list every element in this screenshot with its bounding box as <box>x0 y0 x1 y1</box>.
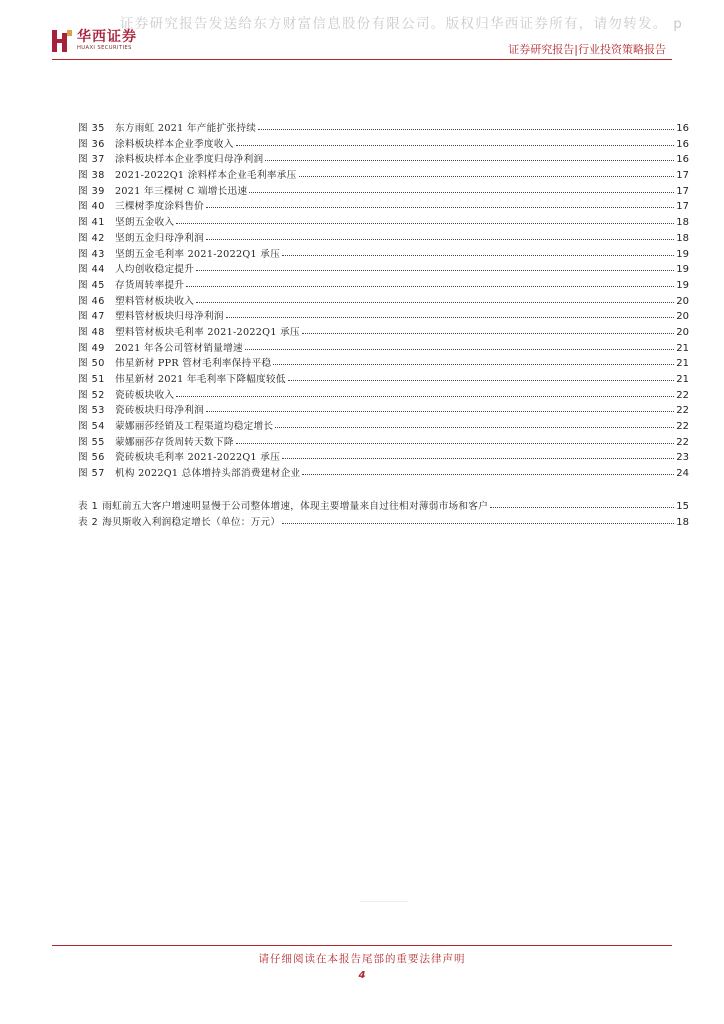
toc-entry-page: 16 <box>676 154 689 166</box>
logo-name-cn: 华西证券 <box>77 29 137 45</box>
toc-leader-dots <box>236 443 675 444</box>
toc-entry-title: 坚朗五金归母净利润 <box>115 232 205 244</box>
figure-list <box>78 121 689 482</box>
toc-entry-page: 22 <box>676 421 689 433</box>
toc-entry-title: 海贝斯收入利润稳定增长（单位：万元） <box>102 516 281 528</box>
toc-entry-label: 图 37 <box>78 154 105 166</box>
toc-entry-title: 人均创收稳定提升 <box>115 264 195 276</box>
toc-entry-title: 塑料管材板块收入 <box>115 295 195 307</box>
toc-leader-dots <box>275 427 674 428</box>
toc-entry-label: 图 50 <box>78 358 105 370</box>
toc-leader-dots <box>258 129 674 130</box>
toc-leader-dots <box>236 145 675 146</box>
toc-entry-title: 2021 年各公司管材销量增速 <box>115 342 243 354</box>
report-type-header: 证券研究报告|行业投资策略报告 <box>508 43 666 56</box>
toc-leader-dots <box>490 507 674 508</box>
toc-entry-label: 图 54 <box>78 421 105 433</box>
toc-entry-title: 蒙娜丽莎存货周转天数下降 <box>115 436 234 448</box>
toc-entry-page: 17 <box>676 201 689 213</box>
toc-leader-dots <box>206 207 674 208</box>
toc-entry-label: 表 2 <box>78 516 99 528</box>
toc-entry-page: 16 <box>676 138 689 150</box>
figure-toc-entry[interactable] <box>78 325 689 341</box>
toc-entry-page: 16 <box>676 123 689 134</box>
table-toc-entry[interactable] <box>78 515 689 531</box>
toc-entry-page: 22 <box>676 405 689 417</box>
toc-entry-title: 伟星新材 PPR 管材毛利率保持平稳 <box>115 358 272 370</box>
toc-entry-label: 图 49 <box>78 342 105 354</box>
figure-toc-entry[interactable] <box>78 278 689 294</box>
toc-entry-page: 18 <box>676 232 689 244</box>
figure-toc-entry[interactable] <box>78 121 689 137</box>
toc-entry-title: 三棵树季度涂料售价 <box>115 201 205 213</box>
toc-entry-label: 图 45 <box>78 279 105 291</box>
toc-entry-title: 存货周转率提升 <box>115 279 185 291</box>
toc-leader-dots <box>206 239 674 240</box>
toc-entry-label: 图 36 <box>78 138 105 150</box>
toc-entry-label: 图 52 <box>78 389 105 401</box>
toc-leader-dots <box>249 192 674 193</box>
figure-toc-entry[interactable] <box>78 247 689 263</box>
figure-toc-entry[interactable] <box>78 231 689 247</box>
toc-entry-title: 涂料板块样本企业季度归母净利润 <box>115 154 264 166</box>
toc-entry-title: 涂料板块样本企业季度收入 <box>115 138 234 150</box>
figure-toc-entry[interactable] <box>78 184 689 200</box>
figure-toc-entry[interactable] <box>78 450 689 466</box>
toc-entry-page: 22 <box>676 389 689 401</box>
toc-entry-title: 瓷砖板块毛利率 2021-2022Q1 承压 <box>115 452 281 464</box>
toc-entry-title: 塑料管材板块归母净利润 <box>115 311 224 323</box>
figure-toc-entry[interactable] <box>78 215 689 231</box>
toc-entry-label: 图 55 <box>78 436 105 448</box>
toc-entry-label: 图 40 <box>78 201 105 213</box>
toc-entry-page: 19 <box>676 279 689 291</box>
figure-toc-entry[interactable] <box>78 262 689 278</box>
toc-entry-label: 表 1 <box>78 501 99 512</box>
toc-leader-dots <box>245 349 674 350</box>
toc-entry-label: 图 57 <box>78 468 105 480</box>
toc-leader-dots <box>299 176 675 177</box>
toc-entry-label: 图 51 <box>78 374 105 385</box>
toc-leader-dots <box>288 380 674 381</box>
toc-leader-dots <box>282 523 674 524</box>
toc-entry-page: 21 <box>676 358 689 370</box>
toc-entry-title: 瓷砖板块收入 <box>115 389 175 401</box>
figure-toc-entry[interactable] <box>78 419 689 435</box>
toc-entry-label: 图 35 <box>78 123 105 134</box>
figure-toc-entry[interactable] <box>78 199 689 215</box>
toc-entry-page: 19 <box>676 248 689 260</box>
toc-entry-title: 蒙娜丽莎经销及工程渠道均稳定增长 <box>115 421 274 433</box>
toc-entry-title: 坚朗五金收入 <box>115 217 175 229</box>
header-divider <box>52 59 672 60</box>
table-list <box>78 499 689 530</box>
toc-entry-page: 20 <box>676 295 689 307</box>
toc-leader-dots <box>176 223 674 224</box>
toc-entry-page: 21 <box>676 342 689 354</box>
toc-entry-page: 19 <box>676 264 689 276</box>
toc-leader-dots <box>176 396 674 397</box>
toc-leader-dots <box>273 364 674 365</box>
toc-entry-page: 17 <box>676 170 689 182</box>
page-number: 4 <box>358 970 366 981</box>
toc-entry-title: 机构 2022Q1 总体增持头部消费建材企业 <box>115 468 301 480</box>
figure-toc-entry[interactable] <box>78 372 689 388</box>
toc-leader-dots <box>302 474 674 475</box>
toc-leader-dots <box>282 255 674 256</box>
toc-entry-title: 瓷砖板块归母净利润 <box>115 405 205 417</box>
toc-leader-dots <box>302 333 674 334</box>
toc-leader-dots <box>186 286 674 287</box>
toc-entry-page: 18 <box>676 217 689 229</box>
toc-entry-page: 24 <box>676 468 689 480</box>
toc-entry-page: 23 <box>676 452 689 464</box>
toc-entry-title: 2021-2022Q1 涂料样本企业毛利率承压 <box>115 170 297 182</box>
figure-toc-entry[interactable] <box>78 388 689 404</box>
toc-entry-page: 15 <box>676 501 689 512</box>
toc-entry-label: 图 47 <box>78 311 105 323</box>
logo-name-en: HUAXI SECURITIES <box>77 45 132 51</box>
toc-entry-page: 18 <box>676 516 689 528</box>
toc-entry-page: 17 <box>676 185 689 197</box>
faint-divider <box>360 901 408 902</box>
toc-entry-label: 图 41 <box>78 217 105 229</box>
figure-toc-entry[interactable] <box>78 341 689 357</box>
toc-leader-dots <box>196 270 674 271</box>
toc-entry-page: 21 <box>676 374 689 385</box>
toc-entry-title: 2021 年三棵树 C 端增长迅速 <box>115 185 248 197</box>
figure-toc-entry[interactable] <box>78 152 689 168</box>
toc-leader-dots <box>265 160 674 161</box>
figure-toc-entry[interactable] <box>78 137 689 153</box>
figure-toc-entry[interactable] <box>78 168 689 184</box>
toc-entry-label: 图 48 <box>78 326 105 338</box>
table-toc-entry[interactable] <box>78 499 689 515</box>
toc-entry-label: 图 53 <box>78 405 105 417</box>
toc-entry-label: 图 46 <box>78 295 105 307</box>
toc-leader-dots <box>206 411 674 412</box>
footer-divider <box>52 945 672 946</box>
legal-disclaimer-note: 请仔细阅读在本报告尾部的重要法律声明 <box>258 953 466 965</box>
toc-leader-dots <box>196 302 674 303</box>
toc-entry-label: 图 42 <box>78 232 105 244</box>
figure-toc-entry[interactable] <box>78 356 689 372</box>
toc-entry-label: 图 38 <box>78 170 105 182</box>
toc-entry-page: 20 <box>676 326 689 338</box>
toc-entry-page: 22 <box>676 436 689 448</box>
toc-entry-title: 东方雨虹 2021 年产能扩张持续 <box>115 123 257 134</box>
figure-toc-entry[interactable] <box>78 309 689 325</box>
watermark: 证券研究报告发送给东方财富信息股份有限公司。版权归华西证券所有，请勿转发。 p <box>120 16 684 32</box>
toc-entry-label: 图 44 <box>78 264 105 276</box>
toc-entry-title: 伟星新材 2021 年毛利率下降幅度较低 <box>115 374 286 385</box>
toc-entry-title: 坚朗五金毛利率 2021-2022Q1 承压 <box>115 248 281 260</box>
toc-entry-title: 塑料管材板块毛利率 2021-2022Q1 承压 <box>115 326 300 338</box>
figure-toc-entry[interactable] <box>78 403 689 419</box>
toc-leader-dots <box>226 317 674 318</box>
toc-entry-label: 图 39 <box>78 185 105 197</box>
figure-toc-entry[interactable] <box>78 466 689 482</box>
toc-leader-dots <box>282 458 674 459</box>
figure-toc-entry[interactable] <box>78 435 689 451</box>
huaxi-logo-icon <box>52 30 72 52</box>
toc-entry-label: 图 56 <box>78 452 105 464</box>
toc-entry-label: 图 43 <box>78 248 105 260</box>
toc-entry-page: 20 <box>676 311 689 323</box>
figure-toc-entry[interactable] <box>78 294 689 310</box>
company-logo <box>52 30 137 52</box>
toc-entry-title: 雨虹前五大客户增速明显慢于公司整体增速，体现主要增量来自过往相对薄弱市场和客户 <box>102 501 489 512</box>
